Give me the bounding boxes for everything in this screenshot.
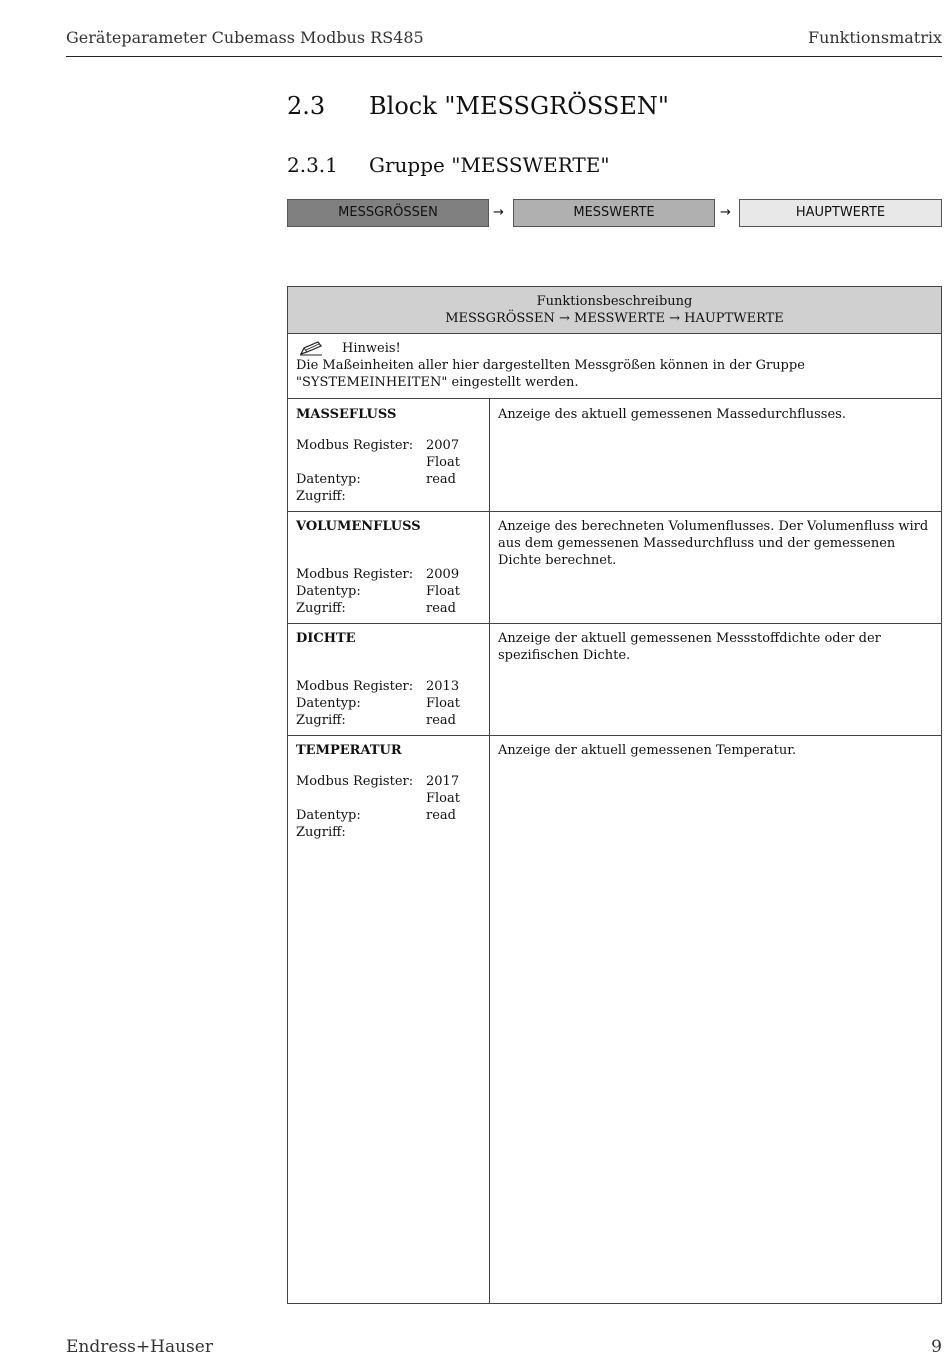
page-header-title: Geräteparameter Cubemass Modbus RS485 bbox=[66, 28, 424, 47]
param-value: Float bbox=[426, 791, 460, 806]
note-text: Die Maßeinheiten aller hier dargestellten Messgrößen können in der Gruppe "SYSTEMEINHEITEN" eingestellt werden. bbox=[296, 358, 805, 390]
section-number: 2.3 bbox=[287, 92, 326, 120]
page-number: 9 bbox=[931, 1337, 942, 1357]
param-name: MASSEFLUSS bbox=[296, 407, 397, 422]
table-row-massefluss bbox=[296, 406, 481, 507]
param-name: TEMPERATUR bbox=[296, 743, 402, 758]
param-label: Modbus Register: bbox=[296, 438, 414, 453]
param-value: 2017 bbox=[426, 774, 460, 789]
header-rule bbox=[66, 56, 942, 57]
table-row-volumenfluss bbox=[296, 518, 481, 626]
param-value: Float bbox=[426, 455, 460, 470]
path-box-messgroessen: MESSGRÖSSEN bbox=[287, 199, 489, 227]
param-description: Anzeige des aktuell gemessenen Massedurchflusses. bbox=[498, 407, 846, 422]
param-label: Modbus Register: bbox=[296, 774, 414, 789]
arrow-right-icon: → bbox=[720, 205, 731, 220]
param-value: read bbox=[426, 808, 456, 823]
section-heading bbox=[287, 92, 669, 120]
param-label: Datentyp: bbox=[296, 808, 361, 823]
table-header-title: Funktionsbeschreibung bbox=[536, 294, 693, 309]
param-label: Datentyp: bbox=[296, 472, 361, 487]
param-value: Float bbox=[426, 696, 460, 711]
table-row-temperatur bbox=[296, 742, 481, 843]
page-header-section: Funktionsmatrix bbox=[807, 28, 942, 47]
param-value: read bbox=[426, 472, 456, 487]
footer-brand: Endress+Hauser bbox=[66, 1337, 213, 1357]
column-divider bbox=[489, 399, 490, 1303]
menu-path bbox=[287, 199, 942, 227]
param-value: 2009 bbox=[426, 567, 460, 582]
subsection-title: Gruppe "MESSWERTE" bbox=[369, 153, 610, 177]
function-table bbox=[287, 286, 942, 1304]
param-name: DICHTE bbox=[296, 631, 356, 646]
param-label: Datentyp: bbox=[296, 584, 361, 599]
param-value: read bbox=[426, 601, 456, 616]
param-value: 2013 bbox=[426, 679, 460, 694]
table-header-path: MESSGRÖSSEN → MESSWERTE → HAUPTWERTE bbox=[445, 311, 784, 326]
table-header bbox=[288, 287, 941, 334]
row-divider bbox=[288, 511, 941, 512]
param-name: VOLUMENFLUSS bbox=[296, 519, 421, 534]
subsection-heading bbox=[287, 153, 610, 177]
arrow-right-icon: → bbox=[493, 205, 504, 220]
note-box bbox=[288, 334, 941, 399]
subsection-number: 2.3.1 bbox=[287, 153, 338, 177]
param-value: Float bbox=[426, 584, 460, 599]
param-label: Zugriff: bbox=[296, 489, 346, 504]
param-value: 2007 bbox=[426, 438, 460, 453]
row-divider bbox=[288, 623, 941, 624]
pencil-icon bbox=[298, 340, 324, 357]
row-divider bbox=[288, 735, 941, 736]
param-description: Anzeige der aktuell gemessenen Messstoffdichte oder der spezifischen Dichte. bbox=[498, 631, 881, 663]
param-label: Datentyp: bbox=[296, 696, 361, 711]
param-label: Zugriff: bbox=[296, 601, 346, 616]
param-label: Modbus Register: bbox=[296, 679, 414, 694]
path-box-hauptwerte: HAUPTWERTE bbox=[739, 199, 942, 227]
section-title: Block "MESSGRÖSSEN" bbox=[369, 92, 669, 120]
param-label: Zugriff: bbox=[296, 713, 346, 728]
param-description: Anzeige der aktuell gemessenen Temperatur. bbox=[498, 743, 797, 758]
param-label: Modbus Register: bbox=[296, 567, 414, 582]
path-box-messwerte: MESSWERTE bbox=[513, 199, 715, 227]
table-row-dichte bbox=[296, 630, 481, 738]
param-label: Zugriff: bbox=[296, 825, 346, 840]
param-description: Anzeige des berechneten Volumenflusses. Der Volumenfluss wird aus dem gemessenen Massedurchfluss und der gemessenen Dichte berechnet. bbox=[498, 519, 929, 568]
note-title: Hinweis! bbox=[342, 341, 401, 356]
param-value: read bbox=[426, 713, 456, 728]
